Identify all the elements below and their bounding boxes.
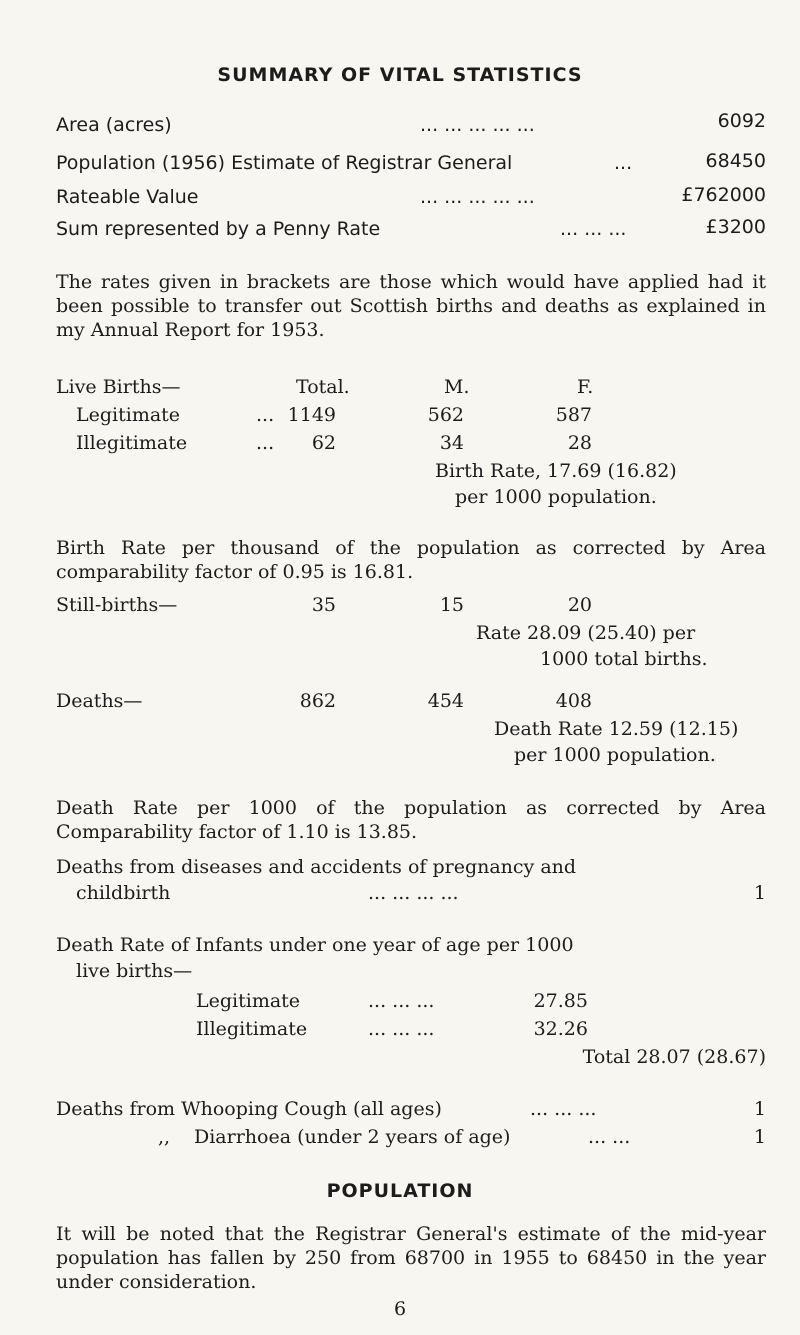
- population-leader: ...: [614, 152, 633, 174]
- maternal-line1: Deaths from diseases and accidents of pregnancy and: [56, 856, 577, 878]
- infant-illegitimate-value: 32.26: [533, 1018, 588, 1040]
- still-births-total: 35: [311, 594, 336, 616]
- infants-line2: live births—: [76, 960, 193, 982]
- legitimate-dots: ...: [256, 404, 275, 426]
- rateable-leader: ... ... ... ... ...: [420, 186, 535, 208]
- whooping-label: Deaths from Whooping Cough (all ages): [56, 1098, 442, 1120]
- penny-rate-leader: ... ... ...: [560, 218, 627, 240]
- legitimate-label: Legitimate: [76, 404, 181, 426]
- whooping-dots: ... ... ...: [530, 1098, 597, 1120]
- live-births-label: Live Births—: [56, 376, 181, 398]
- illegitimate-label: Illegitimate: [76, 432, 188, 454]
- whooping-value: 1: [753, 1098, 766, 1120]
- death-rate-line1: Death Rate 12.59 (12.15): [494, 718, 739, 740]
- illegitimate-f: 28: [567, 432, 592, 454]
- infant-legitimate-dots: ... ... ...: [368, 990, 435, 1012]
- still-births-f: 20: [567, 594, 592, 616]
- rateable-label: Rateable Value: [56, 186, 199, 208]
- brackets-note: The rates given in brackets are those which would have applied had it been possible to transfer out Scottish births and deaths as explained in my Annual Report for 1953.: [56, 271, 766, 341]
- diarrhoea-dots: ... ...: [588, 1126, 631, 1148]
- col-total-header: Total.: [296, 376, 350, 398]
- illegitimate-m: 34: [439, 432, 464, 454]
- legitimate-total: 1149: [287, 404, 336, 426]
- deaths-label: Deaths—: [56, 690, 143, 712]
- deaths-m: 454: [427, 690, 464, 712]
- infants-line1: Death Rate of Infants under one year of age per 1000: [56, 934, 574, 956]
- population-value: 68450: [705, 150, 766, 172]
- diarrhoea-prefix: ,,: [158, 1126, 171, 1148]
- infant-illegitimate-dots: ... ... ...: [368, 1018, 435, 1040]
- penny-rate-value: £3200: [705, 216, 766, 238]
- legitimate-m: 562: [427, 404, 464, 426]
- col-m-header: M.: [444, 376, 470, 398]
- diarrhoea-label: Diarrhoea (under 2 years of age): [194, 1126, 511, 1148]
- deaths-total: 862: [299, 690, 336, 712]
- maternal-value: 1: [753, 882, 766, 904]
- birth-rate-line2: per 1000 population.: [455, 486, 657, 508]
- area-leader: ... ... ... ... ...: [420, 114, 535, 136]
- area-value: 6092: [717, 110, 766, 132]
- diarrhoea-value: 1: [753, 1126, 766, 1148]
- col-f-header: F.: [577, 376, 594, 398]
- still-rate-line2: 1000 total births.: [540, 648, 708, 670]
- still-births-m: 15: [439, 594, 464, 616]
- still-rate-line1: Rate 28.09 (25.40) per: [476, 622, 696, 644]
- legitimate-f: 587: [555, 404, 592, 426]
- birth-rate-line1: Birth Rate, 17.69 (16.82): [435, 460, 677, 482]
- infant-illegitimate-label: Illegitimate: [196, 1018, 308, 1040]
- area-label: Area (acres): [56, 114, 172, 136]
- rateable-value: £762000: [681, 184, 766, 206]
- maternal-line2: childbirth: [76, 882, 171, 904]
- infant-legitimate-label: Legitimate: [196, 990, 301, 1012]
- maternal-dots: ... ... ... ...: [368, 882, 459, 904]
- deaths-f: 408: [555, 690, 592, 712]
- birth-rate-corrected: Birth Rate per thousand of the population as corrected by Area comparability factor of 0.95 is 16.81.: [56, 537, 766, 583]
- infant-legitimate-value: 27.85: [533, 990, 588, 1012]
- still-births-label: Still-births—: [56, 594, 178, 616]
- page-number: 6: [393, 1298, 407, 1320]
- death-rate-corrected: Death Rate per 1000 of the population as corrected by Area Comparability factor of 1.10 is 13.85.: [56, 797, 766, 843]
- infant-total: Total 28.07 (28.67): [582, 1046, 766, 1068]
- page-title: SUMMARY OF VITAL STATISTICS: [217, 64, 583, 86]
- illegitimate-dots: ...: [256, 432, 275, 454]
- population-text: It will be noted that the Registrar General's estimate of the mid-year population has fallen by 250 from 68700 in 1955 to 68450 in the year under consideration.: [56, 1223, 766, 1293]
- death-rate-line2: per 1000 population.: [514, 744, 716, 766]
- population-heading: POPULATION: [326, 1180, 474, 1202]
- population-label: Population (1956) Estimate of Registrar General: [56, 152, 513, 174]
- illegitimate-total: 62: [311, 432, 336, 454]
- penny-rate-label: Sum represented by a Penny Rate: [56, 218, 381, 240]
